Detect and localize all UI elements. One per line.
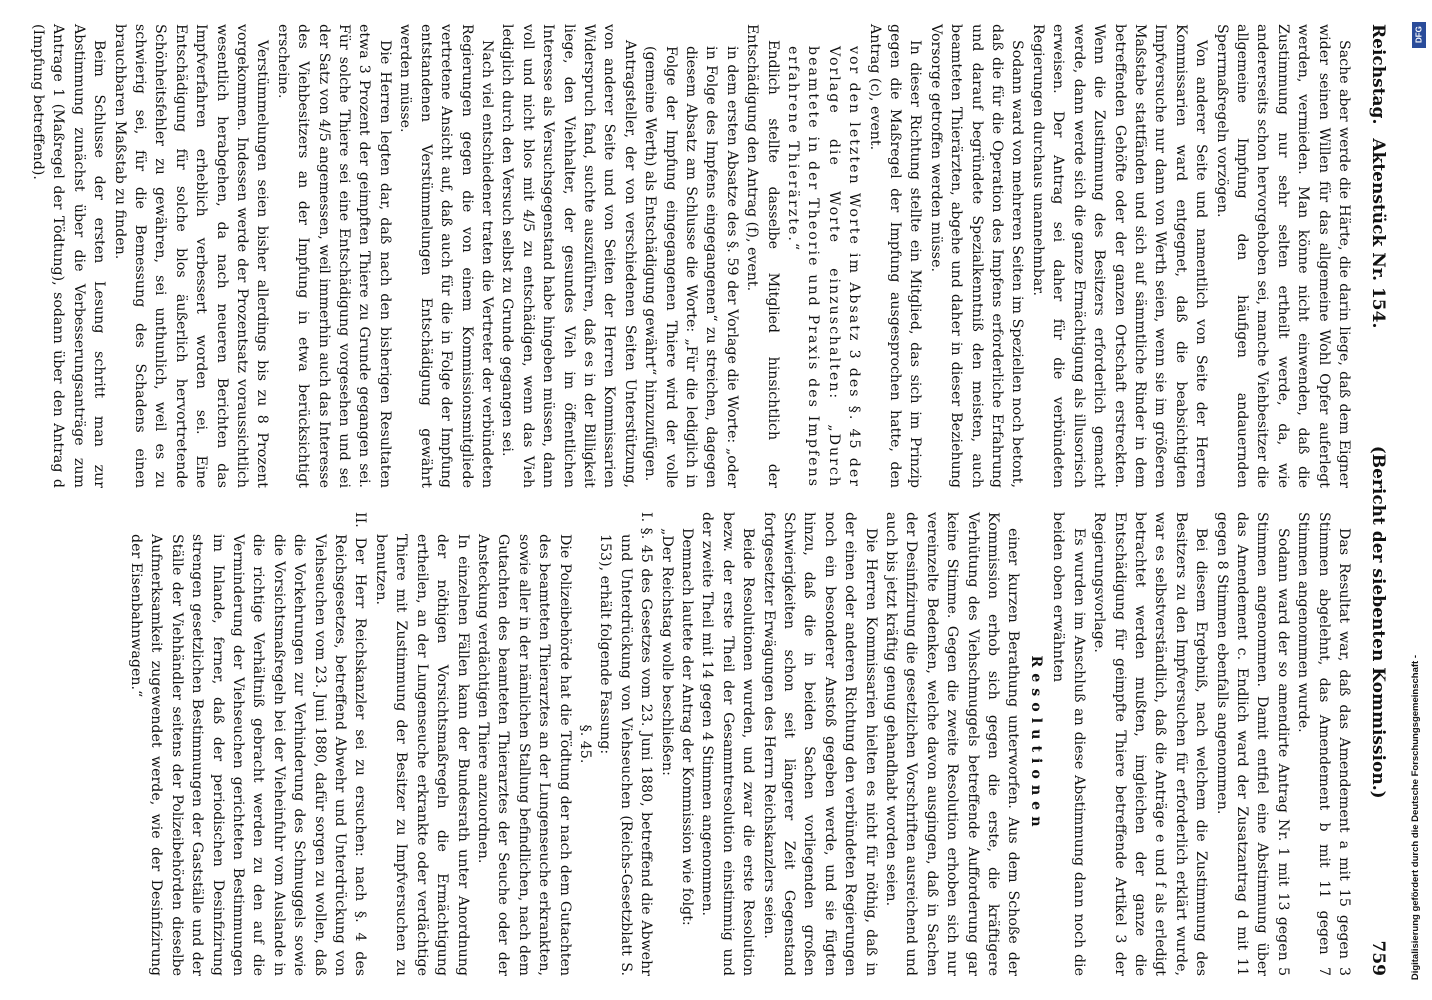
page-number: 759: [1368, 940, 1388, 976]
paragraph: Endlich stellte dasselbe Mitglied hinsichtlich der Entschädigung den Antrag (f), event.: [744, 24, 781, 488]
paragraph: I. §. 45 des Gesetzes vom 23. Juni 1880, betreffend die Abwehr und Unterdrückung von Viehseuchen (Reichs-Gesetzblatt S. 153), erhält folgende Fassung:: [597, 512, 655, 976]
paragraph: einer kurzen Berathung unterworfen. Aus dem Schoße der Kommission erhob sich gegen die erste, die kräftigere Verhütung des Viehschmuggels betreffende Aufforderung gar keine Stimme. Gegen die zweite Resolution erhoben sich nur vereinzelte Bedenken, welche davon ausgingen, daß in Sachen der Desinfizirung die gesetzlichen Vorschriften ausreichend und auch bis jetzt kräftig genug gehandhabt worden seien.: [883, 512, 1022, 976]
paragraph: in dem ersten Absatze des §. 59 der Vorlage die Worte: „oder in Folge des Impfens eingegangenen“ zu streichen, dagegen diesem Absatz am Schlusse die Worte: „Für die lediglich in Folge der Impfung eingegangenen Thiere wird der volle (gemeine Werth) als Entschädigung gewährt“ hinzuzufügen.: [642, 46, 740, 488]
header-title: (Bericht der siebenten Kommission.): [1368, 445, 1388, 799]
paragraph: Es wurden im Anschluß an diese Abstimmung dann noch die beiden oben erwähnten: [1050, 512, 1087, 976]
header-reichstag: Reichstag.: [1368, 24, 1388, 125]
right-column: [54, 512, 1354, 976]
paragraph: Die Herren Kommissarien hielten es nicht für nöthig, daß in der einen oder anderen Richtung den verbündeten Regierungen noch ein besonderer Anstoß gegeben werde, und sie fügten hinzu, daß die in beiden Sachen vorliegenden großen Schwierigkeiten schon seit längerer Zeit Gegenstand fortgesetzter Erwägungen des Herrn Reichskanzlers seien.: [760, 512, 879, 976]
left-column: [30, 24, 1354, 488]
digitization-sidebar: [1408, 0, 1432, 1000]
header-aktenstueck: Aktenstück Nr. 154.: [1368, 138, 1388, 329]
paragraph: Das Resultat war, daß das Amendement a mit 15 gegen 3 Stimmen abgelehnt, das Amendement b mit 11 gegen 7 Stimmen angenommen wurde.: [1295, 512, 1352, 976]
paragraph: Nach viel entschiedener traten die Vertreter der verbündeten Regierungen gegen die von einem Kommissionsmitgliede vertretene Ansicht auf, daß auch für die in Folge der Impfung entstandenen Verstümmelungen Entschädigung gewährt werden müsse.: [397, 24, 495, 488]
digitization-credit: Digitalisierung gefördert durch die Deutsche Forschungsgemeinschaft -: [1410, 654, 1421, 980]
paragraph: In dieser Richtung stellte ein Mitglied, das sich im Prinzip gegen die Maßregel der Impfung ausgesprochen hatte, den Antrag (c), event.: [866, 24, 924, 488]
document-page: [30, 0, 1410, 1000]
paragraph: II. Der Herr Reichskanzler sei zu ersuchen: nach §. 4 des Reichsgesetzes, betreffend Abwehr und Unterdrückung von Viehseuchen vom 23. Juni 1880, dafür sorgen zu wollen, daß die Vorkehrungen zur Verhinderung des Schmuggels sowie die Vorsichtsmaßregeln bei der Vieheinfuhr vom Auslande in die richtige Verhältniß gebracht werden zu den auf die Verminderung der Viehseuchen gerichteten Bestimmungen im Inlande, ferner, daß der periodischen Desinfizirung strengen gesetzlichen Bestimmungen der Gastställe und der Ställe der Viehhändler seitens der Polizeibehörden dieselbe Aufmerksamkeit zugewendet werde, wie der Desinfizirung der Eisenbahnwagen.“: [128, 512, 369, 976]
paragraph: „Der Reichstag wolle beschließen:: [658, 528, 675, 776]
paragraph: Sodann ward von mehreren Seiten im Speziellen noch betont, daß die für die Operation des Impfens erforderliche Erfahrung und darauf begründete Spezialkenntniß den meisten, auch beamteten Thierärzten, abgehe und daher in dieser Beziehung Vorsorge getroffen werden müsse.: [927, 24, 1026, 488]
page-header: [1354, 24, 1388, 976]
section-heading: Resolutionen: [1027, 655, 1044, 833]
paragraph: Sache aber werde die Härte, die darin liege, daß dem Eigner wider seinen Willen für das allgemeine Wohl Opfer auferlegt werden, vermieden. Man könne nicht einwenden, daß die Zustimmung nur sehr selten ertheilt werde, da, wie andererseits schon hervorgehoben sei, manche Viehbesitzer die allgemeine Impfung den häufigen andauernden Sperrmaßregeln vorzögen.: [1213, 24, 1352, 488]
paragraph: Verstümmelungen seien bisher allerdings bis zu 8 Prozent vorgekommen. Indessen werde der Prozentsatz voraussichtlich wesentlich herabgehen, da nach neueren Berichten das Impfverfahren erheblich verbessert worden sei. Eine Entschädigung für solche blos äußerlich hervortretende Schönheitsfehler zu gewähren, sei unthunlich, weil es zu schwierig sei, für die Bemessung des Schadens einen brauchbaren Maßstab zu finden.: [111, 24, 271, 488]
paragraph: Beim Schlusse der ersten Lesung schritt man zur Abstimmung zunächst über die Verbesserungsanträge zum Antrage 1 (Maßregel der Tödtung), sodann über den Antrag d (Impfung betreffend).: [30, 24, 108, 488]
paragraph: Sodann ward der so amendirte Antrag Nr. 1 mit 13 gegen 5 Stimmen angenommen. Damit entfiel eine Abstimmung über das Amendement c. Endlich ward der Zusatzantrag d mit 11 gegen 8 Stimmen ebenfalls angenommen.: [1213, 512, 1291, 976]
paragraph: Die Polizeibehörde hat die Tödtung der nach dem Gutachten des beamteten Thierarztes an der Lungenseuche erkrankten, sowie aller in der nämlichen Stallung befindlichen, nach dem Gutachten des beamteten Thierarztes der Seuche oder der Ansteckung verdächtigen Thiere anzuordnen.: [474, 534, 573, 976]
paragraph: vor den letzten Worte im Absatz 3 des §. 45 der Vorlage die Worte einzuschalten: „Durch beamtete in der Theorie und Praxis des Impfens erfahrene Thierärzte.“: [785, 46, 863, 488]
paragraph: Von anderer Seite und namentlich von Seite der Herren Kommissarien ward entgegnet, daß die beabsichtigten Impfversuche nur dann von Werth seien, wenn sie im größeren Maßstabe stattfänden und sich auf sämmtliche Rinder in dem betreffenden Gehöfte oder der ganzen Ortschaft erstreckten. Wenn die Zustimmung des Besitzers erforderlich gemacht werde, dann werde sich die ganze Ermächtigung als illusorisch erweisen. Der Antrag sei daher für die verbündeten Regierungen durchaus unannehmbar.: [1029, 24, 1210, 488]
paragraph: Demnach lautete der Antrag der Kommission wie folgt:: [679, 528, 695, 926]
dfg-logo: DFG: [1412, 22, 1426, 48]
paragraph: Die Herren legten dar, daß nach den bisherigen Resultaten etwa 3 Prozent der geimpften Thiere zu Grunde gegangen sei. Für solche Thiere sei eine Entschädigung vorgesehen und sei der Satz von 4/5 angemessen, weil immerhin auch das Interesse des Viehbesitzers an der Impfung in etwa berücksichtigt erscheine.: [274, 24, 393, 488]
paragraph: Bei diesem Ergebniß, nach welchem die Zustimmung des Besitzers zu den Impfversuchen für erforderlich erklärt wurde, war es selbstverständlich, daß die Anträge e und f als erledigt betrachtet werden mußten, imgleichen der ganze die Entschädigung für geimpfte Thiere betreffende Artikel 3 der Regierungsvorlage.: [1091, 512, 1210, 976]
paragraph: In einzelnen Fällen kann der Bundesrath unter Anordnung der nöthigen Vorsichtsmaßregeln die Ermächtigung ertheilen, an der Lungenseuche erkrankte oder verdächtige Thiere mit Zustimmung der Besitzer zu Impfversuchen zu benutzen.: [372, 534, 471, 976]
section-number: §. 45.: [576, 724, 593, 764]
paragraph: Antragsteller, der von verschiedenen Seiten Unterstützung, von anderer Seite und von Seiten der Herren Kommissarien Widerspruch fand, suchte auszuführen, daß es in der Billigkeit liege, den Viehhalter, der gesundes Vieh im öffentlichen Interesse als Versuchsgegenstand habe hingeben müssen, dann voll und nicht blos mit 4/5 zu entschädigen, wenn das Vieh lediglich durch den Versuch selbst zu Grunde gegangen sei.: [499, 24, 638, 488]
paragraph: Beide Resolutionen wurden, und zwar die erste Resolution bezw. der erste Theil der Gesammtresolution einstimmig und der zweite Theil mit 14 gegen 4 Stimmen angenommen.: [699, 512, 757, 976]
